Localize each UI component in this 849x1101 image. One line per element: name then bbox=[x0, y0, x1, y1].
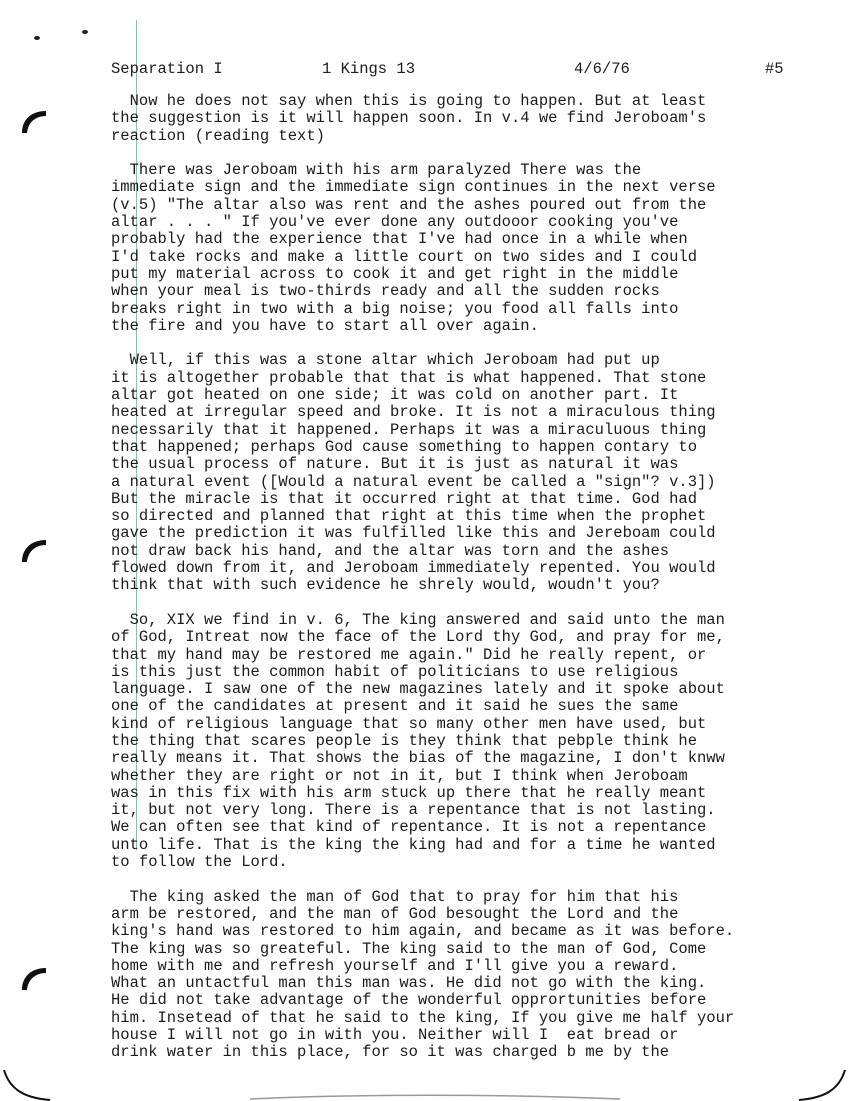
text-line: a natural event ([Would a natural event be called a "sign"? v.3]) bbox=[111, 472, 716, 491]
text-line: probably had the experience that I've had once in a while when bbox=[111, 230, 688, 249]
text-line: the usual process of nature. But it is just as natural it was bbox=[111, 455, 679, 474]
scripture-reference: 1 Kings 13 bbox=[322, 60, 416, 78]
text-line: so directed and planned that right at this time when the prophet bbox=[111, 507, 707, 526]
text-line: There was Jeroboam with his arm paralyzed There was the bbox=[111, 161, 642, 180]
text-line: when your meal is two-thirds ready and all the sudden rocks bbox=[111, 282, 660, 301]
text-line: it, but not very long. There is a repentance that is not lasting. bbox=[111, 801, 716, 820]
text-line: the thing that scares people is they think that pebple think he bbox=[111, 731, 697, 750]
text-line: He did not take advantage of the wonderful opprortunities before bbox=[111, 991, 707, 1010]
text-line: The king was so greateful. The king said to the man of God, Come bbox=[111, 939, 707, 958]
text-line: is this just the common habit of politicians to use religious bbox=[111, 662, 679, 681]
text-line: the suggestion is it will happen soon. In v.4 we find Jeroboam's bbox=[111, 109, 707, 128]
text-line: that my hand may be restored me again." Did he really repent, or bbox=[111, 645, 707, 664]
text-line: I'd take rocks and make a little court on two sides and I could bbox=[111, 247, 697, 266]
sermon-date: 4/6/76 bbox=[574, 60, 630, 78]
text-line: the fire and you have to start all over again. bbox=[111, 316, 539, 335]
page-edge-curve bbox=[0, 1050, 849, 1101]
page-header bbox=[111, 58, 791, 80]
text-line: altar . . . " If you've ever done any outdooor cooking you've bbox=[111, 213, 679, 232]
paragraph bbox=[111, 352, 811, 594]
text-line: him. Insetead of that he said to the king, If you give me half your bbox=[111, 1008, 735, 1027]
text-line: really means it. That shows the bias of the magazine, I don't knww bbox=[111, 749, 725, 768]
text-line: of God, Intreat now the face of the Lord thy God, and pray for me, bbox=[111, 628, 725, 647]
paragraph bbox=[111, 612, 811, 871]
punch-hole-bottom bbox=[18, 964, 48, 994]
sermon-title: Separation I bbox=[111, 60, 223, 78]
paragraph bbox=[111, 93, 811, 145]
page-number: #5 bbox=[765, 60, 784, 78]
text-line: whether they are right or not in it, but I think when Jeroboam bbox=[111, 766, 688, 785]
text-line: one of the candidates at present and it said he sues the same bbox=[111, 697, 679, 716]
text-line: to follow the Lord. bbox=[111, 853, 288, 872]
text-line: language. I saw one of the new magazines lately and it spoke about bbox=[111, 680, 725, 699]
text-line: not draw back his hand, and the altar was torn and the ashes bbox=[111, 541, 670, 560]
text-line: flowed down from it, and Jeroboam immediately repented. You would bbox=[111, 559, 716, 578]
text-line: house I will not go in with you. Neither will I eat bread or bbox=[111, 1026, 679, 1045]
text-line: king's hand was restored to him again, and became as it was before. bbox=[111, 922, 735, 941]
paragraph bbox=[111, 889, 811, 1062]
text-line: immediate sign and the immediate sign continues in the next verse bbox=[111, 178, 716, 197]
ink-speck bbox=[82, 30, 88, 34]
text-line: necessarily that it happened. Perhaps it was a miraculuous thing bbox=[111, 420, 707, 439]
punch-hole-middle bbox=[18, 536, 48, 566]
text-line: What an untactful man this man was. He did not go with the king. bbox=[111, 974, 707, 993]
ink-speck bbox=[34, 36, 40, 40]
text-line: that happened; perhaps God cause something to happen contary to bbox=[111, 437, 697, 456]
text-line: heated at irregular speed and broke. It is not a miraculous thing bbox=[111, 403, 716, 422]
text-line: unto life. That is the king the king had and for a time he wanted bbox=[111, 835, 716, 854]
text-line: gave the prediction it was fulfilled like this and Jereboam could bbox=[111, 524, 716, 543]
text-line: was in this fix with his arm stuck up there that he really meant bbox=[111, 783, 707, 802]
text-line: drink water in this place, for so it was charged b me by the bbox=[111, 1043, 670, 1062]
text-line: Now he does not say when this is going to happen. But at least bbox=[111, 92, 707, 110]
text-line: kind of religious language that so many other men have used, but bbox=[111, 714, 707, 733]
text-line: breaks right in two with a big noise; you food all falls into bbox=[111, 299, 679, 318]
text-line: (v.5) "The altar also was rent and the ashes poured out from the bbox=[111, 195, 707, 214]
text-line: it is altogether probable that that is what happened. That stone bbox=[111, 368, 707, 387]
text-line: Well, if this was a stone altar which Jeroboam had put up bbox=[111, 351, 660, 370]
paragraph bbox=[111, 162, 811, 335]
text-line: altar got heated on one side; it was cold on another part. It bbox=[111, 386, 679, 405]
text-line: But the miracle is that it occurred right at that time. God had bbox=[111, 489, 697, 508]
text-line: The king asked the man of God that to pray for him that his bbox=[111, 887, 679, 906]
text-line: So, XIX we find in v. 6, The king answered and said unto the man bbox=[111, 610, 725, 629]
body-text bbox=[111, 93, 811, 1079]
text-line: arm be restored, and the man of God besought the Lord and the bbox=[111, 904, 679, 923]
text-line: put my material across to cook it and get right in the middle bbox=[111, 264, 679, 283]
text-line: home with me and refresh yourself and I'll give you a reward. bbox=[111, 956, 679, 975]
punch-hole-top bbox=[18, 107, 48, 137]
text-line: reaction (reading text) bbox=[111, 126, 325, 145]
text-line: We can often see that kind of repentance. It is not a repentance bbox=[111, 818, 707, 837]
text-line: think that with such evidence he shrely would, woudn't you? bbox=[111, 576, 660, 595]
